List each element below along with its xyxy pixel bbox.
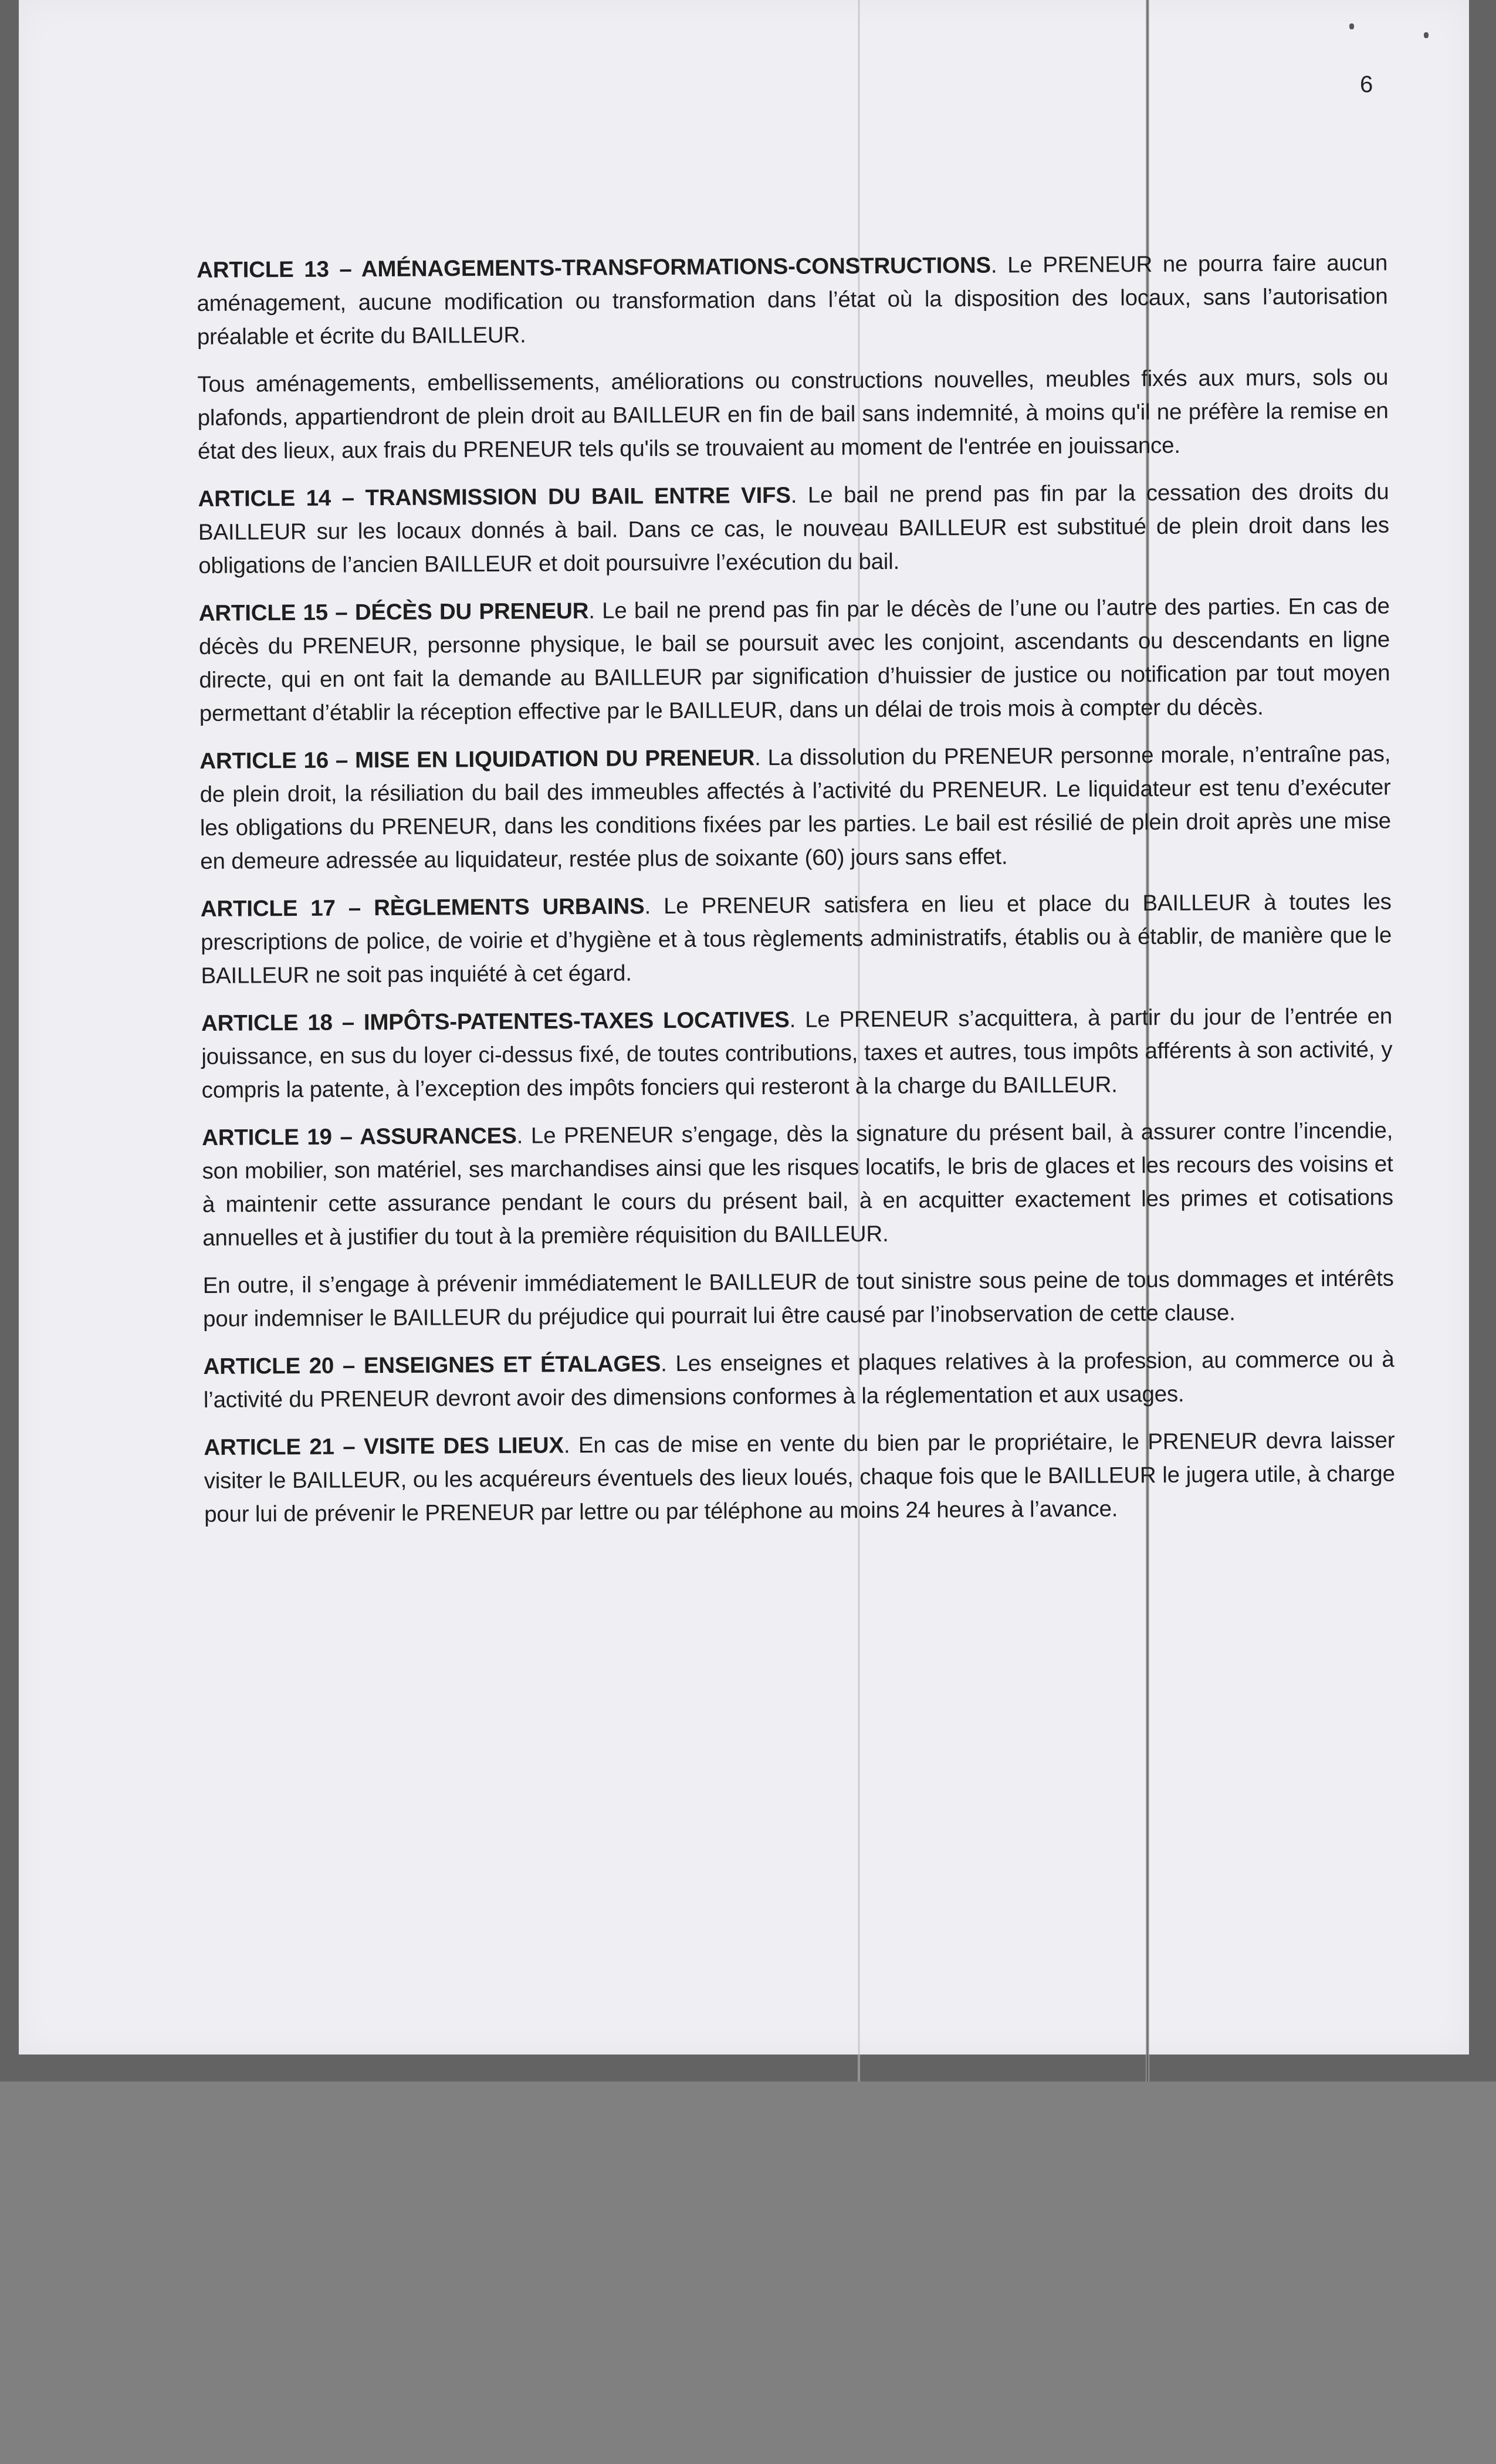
article-13 [197,246,1388,354]
article-21 [204,1424,1395,1531]
document-body [197,246,1395,1545]
article-13-continuation [197,361,1389,468]
article-text: . En cas de mise en vente du bien par le propriétaire, le PRENEUR devra laisser visiter le BAILLEUR, ou les acquéreurs éventuels des lieux loués, chaque fois que le BAILLEUR le jugera utile, à charge pour lui de prévenir le PRENEUR par lettre ou par téléphone au moins 24 heures à l’avance. [204,1427,1395,1527]
punch-hole-mark [1349,23,1354,29]
article-text: . Le PRENEUR ne pourra faire aucun aménagement, aucune modification ou transformation dans l’état où la disposition des locaux, sans l’autorisation préalable et écrite du BAILLEUR. [197,250,1388,350]
article-15 [199,590,1390,730]
article-text: . Le bail ne prend pas fin par la cessation des droits du BAILLEUR sur les locaux donnés à bail. Dans ce cas, le nouveau BAILLEUR est substitué de plein droit dans les obligations de l’ancien BAILLEUR et doit poursuivre l’exécution du bail. [198,479,1389,578]
article-18 [201,1000,1393,1107]
article-title: ARTICLE 14 – TRANSMISSION DU BAIL ENTRE VIFS [198,482,791,512]
article-text: . La dissolution du PRENEUR personne morale, n’entraîne pas, de plein droit, la résiliation du bail des immeubles affectés à l’activité du PRENEUR. Le liquidateur est tenu d’exécuter les obligations du PRENEUR, dans les conditions fixées par les parties. Le bail est résilié de plein droit après une mise en demeure adressée au liquidateur, restée plus de soixante (60) jours sans effet. [199,741,1392,874]
article-text: . Le PRENEUR s’engage, dès la signature du présent bail, à assurer contre l’incendie, son mobilier, son matériel, ses marchandises ainsi que les risques locatifs, le bris de glaces et les recours des voisins et à maintenir cette assurance pendant le cours du présent bail, à en acquitter exactement les primes et cotisations annuelles et à justifier du tout à la première réquisition du BAILLEUR. [202,1118,1393,1251]
article-17 [201,885,1392,993]
article-19-continuation [203,1262,1395,1336]
article-title: ARTICLE 16 – MISE EN LIQUIDATION DU PRENEUR [199,745,755,774]
article-title: ARTICLE 13 – AMÉNAGEMENTS-TRANSFORMATIONS-CONSTRUCTIONS [197,252,991,283]
article-title: ARTICLE 15 – DÉCÈS DU PRENEUR [198,598,589,626]
article-text: Tous aménagements, embellissements, améliorations ou constructions nouvelles, meubles fixés aux murs, sols ou plafonds, appartiendront de plein droit au BAILLEUR en fin de bail sans indemnité, à moins qu'il ne préfère la remise en état des lieux, aux frais du PRENEUR tels qu'ils se trouvaient au moment de l'entrée en jouissance. [197,364,1389,464]
article-19 [202,1114,1393,1255]
article-text: . Les enseignes et plaques relatives à la profession, au commerce ou à l’activité du PRENEUR devront avoir des dimensions conformes à la réglementation et aux usages. [203,1346,1395,1413]
article-16 [199,737,1391,878]
page-number: 6 [1360,72,1373,97]
article-title: ARTICLE 18 – IMPÔTS-PATENTES-TAXES LOCATIVES [201,1007,790,1036]
article-20 [203,1343,1395,1417]
article-text: En outre, il s’engage à prévenir immédiatement le BAILLEUR de tout sinistre sous peine de tous dommages et intérêts pour indemniser le BAILLEUR du préjudice qui pourrait lui être causé par l’inobservation de cette clause. [202,1265,1394,1332]
article-text: . Le PRENEUR satisfera en lieu et place du BAILLEUR à toutes les prescriptions de police, de voirie et d’hygiène et à tous règlements administratifs, établis ou à établir, de manière que le BAILLEUR ne soit pas inquiété à cet égard. [201,889,1392,989]
article-14 [198,475,1389,583]
article-title: ARTICLE 17 – RÈGLEMENTS URBAINS [200,893,645,922]
article-title: ARTICLE 19 – ASSURANCES [202,1123,517,1150]
article-title: ARTICLE 21 – VISITE DES LIEUX [204,1433,564,1460]
punch-hole-mark [1424,32,1429,38]
article-text: . Le bail ne prend pas fin par le décès de l’une ou l’autre des parties. En cas de décès du PRENEUR, personne physique, le bail se poursuit avec les conjoint, ascendants ou descendants en ligne directe, qui en ont fait la demande au BAILLEUR par signification d’huissier de justice ou notification par tout moyen permettant d’établir la réception effective par le BAILLEUR, dans un délai de trois mois à compter du décès. [198,593,1390,726]
article-title: ARTICLE 20 – ENSEIGNES ET ÉTALAGES [203,1351,661,1379]
article-text: . Le PRENEUR s’acquittera, à partir du jour de l’entrée en jouissance, en sus du loyer ci-dessus fixé, de toutes contributions, taxes et autres, tous impôts afférents à son activité, y compris la patente, à l’exception des impôts fonciers qui resteront à la charge du BAILLEUR. [201,1003,1393,1103]
